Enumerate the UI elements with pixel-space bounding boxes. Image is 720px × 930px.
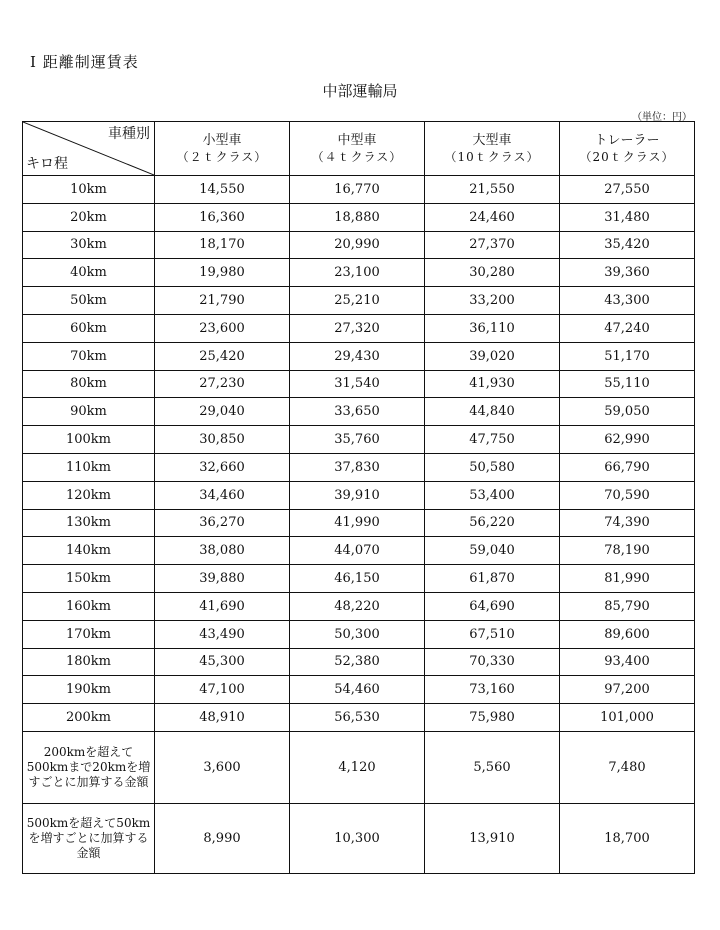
fare-cell: 30,850 xyxy=(155,426,290,454)
table-row xyxy=(23,287,695,315)
table-row xyxy=(23,648,695,676)
distance-cell: 160km xyxy=(23,592,155,620)
fare-cell: 53,400 xyxy=(425,481,560,509)
table-row xyxy=(23,537,695,565)
fare-cell: 39,880 xyxy=(155,565,290,593)
fare-cell: 20,990 xyxy=(290,231,425,259)
fare-cell: 59,040 xyxy=(425,537,560,565)
fare-cell: 33,650 xyxy=(290,398,425,426)
fare-cell: 16,360 xyxy=(155,203,290,231)
distance-cell: 200km xyxy=(23,704,155,732)
fare-cell: 14,550 xyxy=(155,176,290,204)
vehicle-type-label: 車種別 xyxy=(108,126,150,142)
fare-cell: 31,480 xyxy=(560,203,695,231)
table-row xyxy=(23,342,695,370)
fare-cell: 97,200 xyxy=(560,676,695,704)
fare-cell: 41,930 xyxy=(425,370,560,398)
fare-cell: 101,000 xyxy=(560,704,695,732)
fare-cell: 36,110 xyxy=(425,314,560,342)
fare-cell: 70,590 xyxy=(560,481,695,509)
table-row xyxy=(23,481,695,509)
fare-cell: 47,750 xyxy=(425,426,560,454)
table-row xyxy=(23,509,695,537)
fare-cell: 50,580 xyxy=(425,453,560,481)
vehicle-name: 大型車 xyxy=(472,132,512,148)
vehicle-header-large xyxy=(425,122,560,176)
section-title: Ⅰ 距離制運賃表 xyxy=(30,53,139,71)
table-row xyxy=(23,314,695,342)
surcharge-cell: 5,560 xyxy=(425,731,560,803)
fare-cell: 50,300 xyxy=(290,620,425,648)
fare-cell: 70,330 xyxy=(425,648,560,676)
surcharge-cell: 7,480 xyxy=(560,731,695,803)
vehicle-header-small xyxy=(155,122,290,176)
vehicle-class: （20ｔクラス） xyxy=(579,149,675,164)
distance-cell: 140km xyxy=(23,537,155,565)
fare-cell: 34,460 xyxy=(155,481,290,509)
vehicle-name: 中型車 xyxy=(337,132,377,148)
fare-cell: 43,300 xyxy=(560,287,695,315)
header-row xyxy=(23,122,695,176)
fare-cell: 51,170 xyxy=(560,342,695,370)
fare-cell: 25,210 xyxy=(290,287,425,315)
distance-cell: 110km xyxy=(23,453,155,481)
distance-cell: 60km xyxy=(23,314,155,342)
fare-cell: 39,360 xyxy=(560,259,695,287)
distance-cell: 170km xyxy=(23,620,155,648)
fare-cell: 27,370 xyxy=(425,231,560,259)
vehicle-name: 小型車 xyxy=(202,132,242,148)
fare-cell: 62,990 xyxy=(560,426,695,454)
table-row xyxy=(23,398,695,426)
table-row xyxy=(23,704,695,732)
fare-cell: 30,280 xyxy=(425,259,560,287)
surcharge-rule-cell: 200kmを超えて500kmまで20kmを増すごとに加算する金額 xyxy=(23,731,155,803)
fare-cell: 44,840 xyxy=(425,398,560,426)
fare-cell: 18,880 xyxy=(290,203,425,231)
fare-cell: 81,990 xyxy=(560,565,695,593)
table-row xyxy=(23,259,695,287)
fare-cell: 85,790 xyxy=(560,592,695,620)
vehicle-header-trailer xyxy=(560,122,695,176)
fare-cell: 38,080 xyxy=(155,537,290,565)
distance-cell: 180km xyxy=(23,648,155,676)
fare-cell: 55,110 xyxy=(560,370,695,398)
fare-cell: 67,510 xyxy=(425,620,560,648)
vehicle-name: トレーラー xyxy=(594,132,660,148)
surcharge-cell: 3,600 xyxy=(155,731,290,803)
bureau-name: 中部運輸局 xyxy=(322,82,398,100)
surcharge-row xyxy=(23,803,695,873)
fare-cell: 48,220 xyxy=(290,592,425,620)
fare-cell: 25,420 xyxy=(155,342,290,370)
fare-cell: 43,490 xyxy=(155,620,290,648)
surcharge-row xyxy=(23,731,695,803)
fare-cell: 23,100 xyxy=(290,259,425,287)
table-row xyxy=(23,426,695,454)
fare-cell: 39,020 xyxy=(425,342,560,370)
surcharge-rule-cell: 500kmを超えて50kmを増すごとに加算する金額 xyxy=(23,803,155,873)
fare-cell: 56,220 xyxy=(425,509,560,537)
fare-cell: 37,830 xyxy=(290,453,425,481)
distance-cell: 150km xyxy=(23,565,155,593)
fare-cell: 54,460 xyxy=(290,676,425,704)
distance-cell: 20km xyxy=(23,203,155,231)
distance-label: キロ程 xyxy=(26,156,68,172)
fare-cell: 75,980 xyxy=(425,704,560,732)
fare-cell: 29,430 xyxy=(290,342,425,370)
vehicle-class: （４ｔクラス） xyxy=(311,149,403,164)
fare-cell: 64,690 xyxy=(425,592,560,620)
table-row xyxy=(23,176,695,204)
fare-cell: 29,040 xyxy=(155,398,290,426)
fare-cell: 36,270 xyxy=(155,509,290,537)
fare-cell: 23,600 xyxy=(155,314,290,342)
distance-cell: 130km xyxy=(23,509,155,537)
fare-cell: 27,230 xyxy=(155,370,290,398)
fare-cell: 73,160 xyxy=(425,676,560,704)
fare-cell: 78,190 xyxy=(560,537,695,565)
vehicle-header-medium xyxy=(290,122,425,176)
fare-cell: 39,910 xyxy=(290,481,425,509)
fare-cell: 47,100 xyxy=(155,676,290,704)
distance-cell: 30km xyxy=(23,231,155,259)
distance-cell: 90km xyxy=(23,398,155,426)
fare-cell: 46,150 xyxy=(290,565,425,593)
fare-cell: 48,910 xyxy=(155,704,290,732)
fare-cell: 93,400 xyxy=(560,648,695,676)
surcharge-cell: 13,910 xyxy=(425,803,560,873)
table-row xyxy=(23,592,695,620)
table-row xyxy=(23,370,695,398)
surcharge-cell: 10,300 xyxy=(290,803,425,873)
fare-cell: 56,530 xyxy=(290,704,425,732)
fare-cell: 74,390 xyxy=(560,509,695,537)
table-row xyxy=(23,231,695,259)
fare-cell: 41,990 xyxy=(290,509,425,537)
fare-cell: 44,070 xyxy=(290,537,425,565)
fare-cell: 24,460 xyxy=(425,203,560,231)
fare-cell: 32,660 xyxy=(155,453,290,481)
fare-cell: 27,320 xyxy=(290,314,425,342)
distance-cell: 80km xyxy=(23,370,155,398)
fare-cell: 21,790 xyxy=(155,287,290,315)
surcharge-cell: 8,990 xyxy=(155,803,290,873)
distance-cell: 190km xyxy=(23,676,155,704)
table-row xyxy=(23,203,695,231)
table-row xyxy=(23,453,695,481)
distance-cell: 120km xyxy=(23,481,155,509)
fare-cell: 19,980 xyxy=(155,259,290,287)
fare-cell: 61,870 xyxy=(425,565,560,593)
fare-cell: 89,600 xyxy=(560,620,695,648)
unit-note: （単位：円） xyxy=(632,112,692,123)
surcharge-cell: 18,700 xyxy=(560,803,695,873)
fare-cell: 18,170 xyxy=(155,231,290,259)
distance-cell: 10km xyxy=(23,176,155,204)
table-row xyxy=(23,620,695,648)
fare-cell: 66,790 xyxy=(560,453,695,481)
fare-cell: 59,050 xyxy=(560,398,695,426)
table-row xyxy=(23,676,695,704)
surcharge-cell: 4,120 xyxy=(290,731,425,803)
fare-table-body xyxy=(23,176,695,874)
fare-cell: 33,200 xyxy=(425,287,560,315)
fare-cell: 21,550 xyxy=(425,176,560,204)
fare-cell: 47,240 xyxy=(560,314,695,342)
fare-cell: 41,690 xyxy=(155,592,290,620)
fare-cell: 16,770 xyxy=(290,176,425,204)
distance-cell: 70km xyxy=(23,342,155,370)
fare-cell: 45,300 xyxy=(155,648,290,676)
distance-cell: 40km xyxy=(23,259,155,287)
vehicle-class: （２ｔクラス） xyxy=(176,149,268,164)
vehicle-class: （10ｔクラス） xyxy=(444,149,540,164)
fare-cell: 31,540 xyxy=(290,370,425,398)
fare-cell: 52,380 xyxy=(290,648,425,676)
distance-cell: 100km xyxy=(23,426,155,454)
fare-cell: 35,420 xyxy=(560,231,695,259)
distance-cell: 50km xyxy=(23,287,155,315)
fare-cell: 35,760 xyxy=(290,426,425,454)
fare-cell: 27,550 xyxy=(560,176,695,204)
corner-header-cell xyxy=(23,122,155,176)
table-row xyxy=(23,565,695,593)
fare-table xyxy=(22,121,695,874)
